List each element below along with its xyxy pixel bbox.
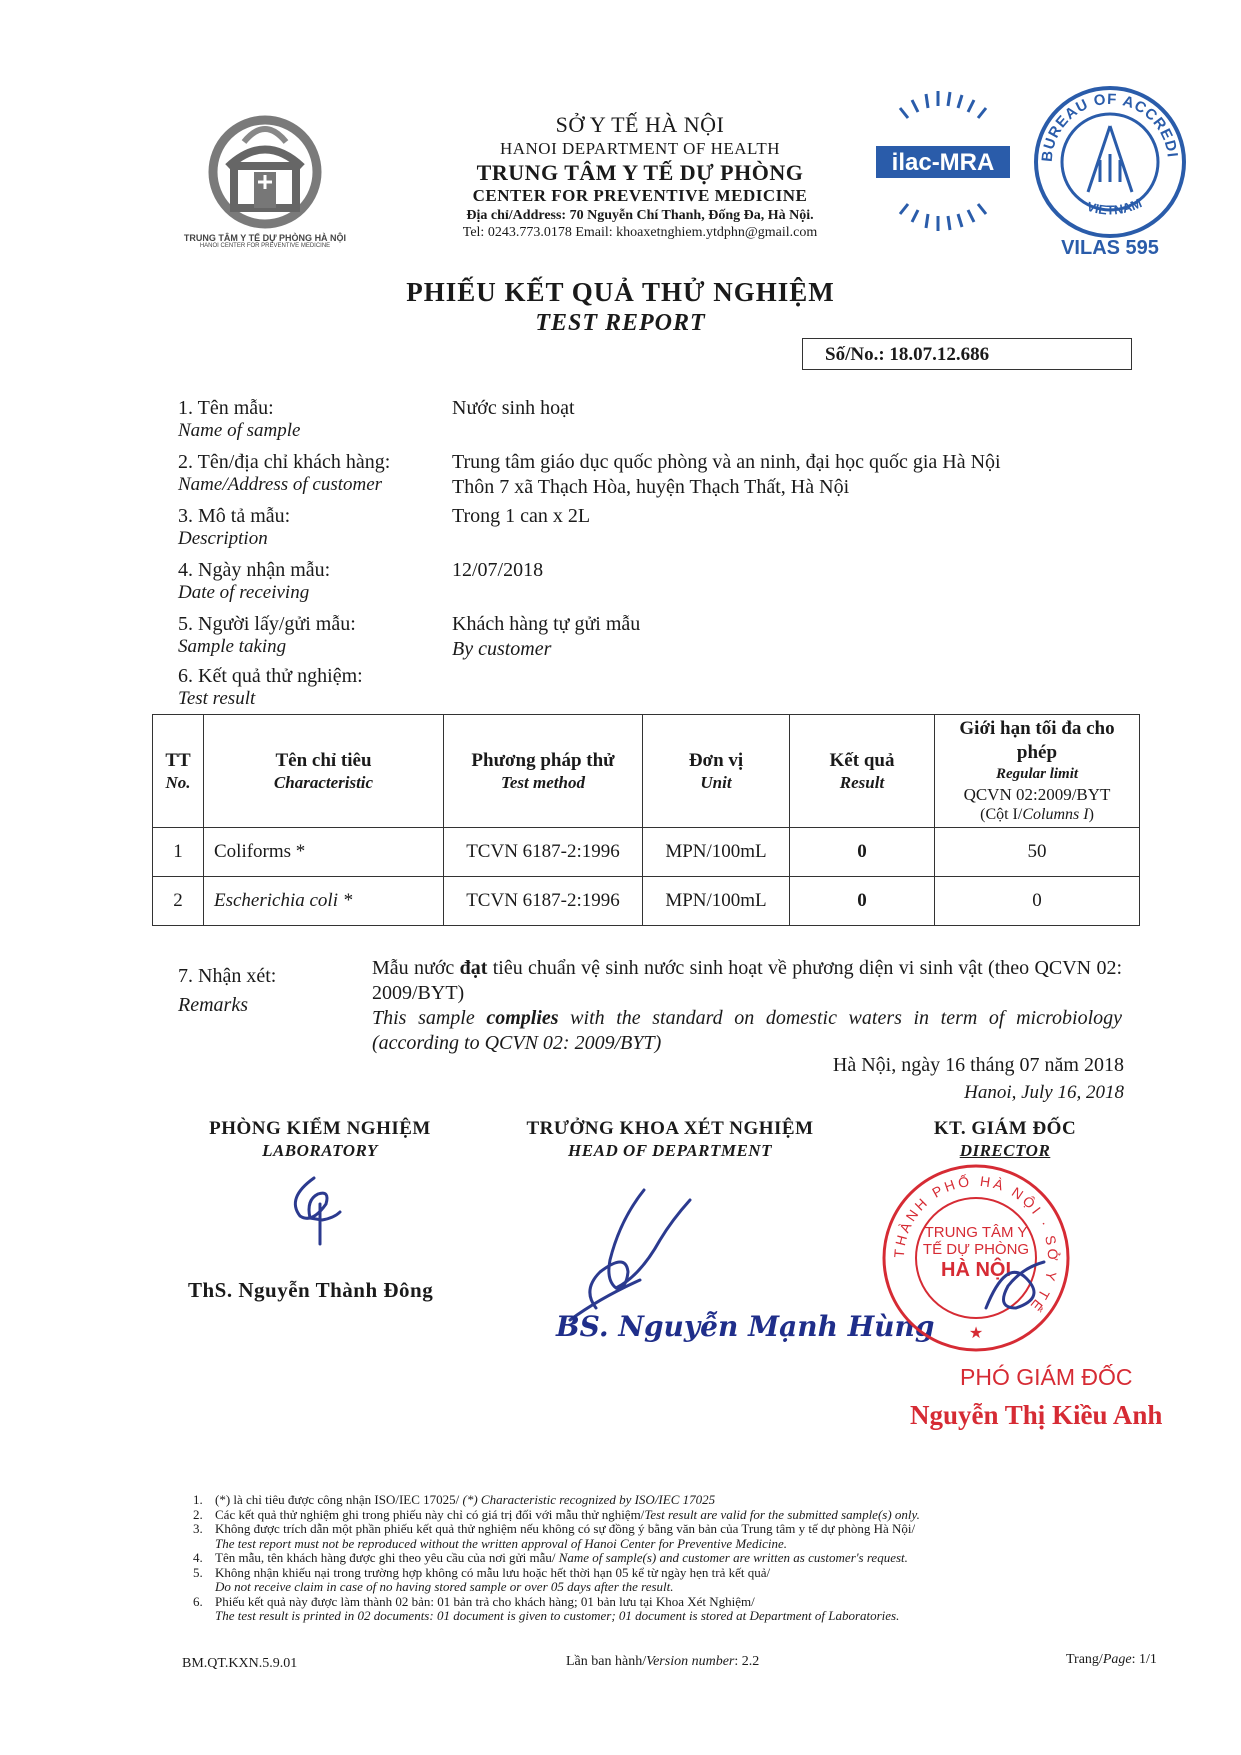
sample-name-label-vi: 1. Tên mẫu: xyxy=(178,397,274,419)
seal-text-inner: HÀ NỘI xyxy=(941,1258,1011,1281)
footnote-item xyxy=(193,1566,1133,1581)
vilas-code: VILAS 595 xyxy=(1061,237,1159,259)
footnote-en: The test result is printed in 02 documents: 01 document is given to customer; 01 document is stored at Department of Laboratories. xyxy=(215,1608,900,1624)
footnote-en: Test result are valid for the submitted sample(s) only. xyxy=(644,1506,920,1522)
received-label xyxy=(178,558,330,605)
col-method-en: Test method xyxy=(501,773,585,793)
footnote-num xyxy=(193,1537,215,1552)
row-unit: MPN/100mL xyxy=(643,877,790,926)
col-unit-vi: Đơn vị xyxy=(688,749,744,771)
test-result-label-vi: 6. Kết quả thử nghiệm: xyxy=(178,665,363,687)
remarks-label xyxy=(178,962,276,1020)
center-logo xyxy=(176,112,354,257)
footnote-en: (*) Characteristic recognized by ISO/IEC 17025 xyxy=(462,1492,716,1507)
footnote-vi: Phiếu kết quả này được làm thành 02 bản: 01 bản trả cho khách hàng; 01 bản lưu tại Khoa Xét Nghiệm/ xyxy=(215,1593,755,1609)
col-limit-vi-1: Giới hạn tối đa cho xyxy=(959,718,1115,740)
customer-address: Thôn 7 xã Thạch Hòa, huyện Thạch Thất, Hà Nội xyxy=(452,476,850,498)
row-characteristic: Escherichia coli * xyxy=(204,877,444,926)
page-value: : 1/1 xyxy=(1131,1652,1157,1667)
version-label-en: Version number xyxy=(646,1654,735,1669)
row-method: TCVN 6187-2:1996 xyxy=(444,828,643,877)
col-limit-vi-2: phép xyxy=(1016,742,1058,763)
svg-text:BUREAU OF ACCREDITATION xyxy=(1030,82,1181,162)
footnote-vi: Các kết quả thử nghiệm ghi trong phiếu này chỉ có giá trị đối với mẫu thử nghiệm/ xyxy=(215,1506,645,1522)
deputy-director-name: Nguyễn Thị Kiều Anh xyxy=(910,1400,1163,1430)
customer-label xyxy=(178,450,390,497)
table-row xyxy=(153,828,1140,877)
remarks-en xyxy=(372,1006,1122,1056)
customer-name: Trung tâm giáo dục quốc phòng và an ninh, đại học quốc gia Hà Nội xyxy=(452,451,1001,473)
lab-signature xyxy=(276,1168,356,1253)
col-result-en: Result xyxy=(839,773,885,793)
sample-taking-en: By customer xyxy=(452,638,552,660)
test-result-label xyxy=(178,664,363,711)
footnote-num xyxy=(193,1609,215,1624)
footnote-item xyxy=(193,1508,1133,1523)
head-signature-icon xyxy=(560,1180,700,1330)
sample-taking-value xyxy=(452,612,640,662)
col-char-vi: Tên chỉ tiêu xyxy=(275,749,372,771)
col-method-vi: Phương pháp thử xyxy=(471,749,615,771)
row-method: TCVN 6187-2:1996 xyxy=(444,877,643,926)
results-table xyxy=(152,714,1140,926)
head-signer-name: BS. Nguyễn Mạnh Hùng xyxy=(556,1310,935,1343)
customer-label-en: Name/Address of customer xyxy=(178,474,383,495)
header-block xyxy=(380,112,900,241)
footnotes xyxy=(193,1493,1133,1624)
footnote-item xyxy=(193,1537,1133,1552)
row-limit: 0 xyxy=(935,877,1140,926)
dept-vi: SỞ Y TẾ HÀ NỘI xyxy=(555,112,725,137)
issue-date-en: Hanoi, July 16, 2018 xyxy=(964,1082,1124,1103)
version-value: : 2.2 xyxy=(734,1654,760,1669)
row-no: 1 xyxy=(153,828,204,877)
col-no-vi: TT xyxy=(165,749,191,771)
remarks-label-en: Remarks xyxy=(178,994,248,1016)
ilac-mra-icon xyxy=(868,86,1018,236)
boa-ring-text: BUREAU OF ACCREDI xyxy=(1038,90,1181,163)
logo-caption-line1: TRUNG TÂM Y TẾ DỰ PHÒNG HÀ NỘI xyxy=(183,233,347,243)
address-line: Địa chỉ/Address: 70 Nguyễn Chí Thanh, Đống Đa, Hà Nội. xyxy=(466,208,814,224)
footnote-item xyxy=(193,1493,1133,1508)
received-date-value: 12/07/2018 xyxy=(452,559,544,581)
director-title-vi: KT. GIÁM ĐỐC xyxy=(933,1118,1077,1139)
footnote-en: Do not receive claim in case of no having stored sample or over 05 days after the result. xyxy=(215,1579,674,1595)
issue-date-vi: Hà Nội, ngày 16 tháng 07 năm 2018 xyxy=(832,1054,1124,1076)
center-vi: TRUNG TÂM Y TẾ DỰ PHÒNG xyxy=(476,159,804,185)
footnote-num: 6. xyxy=(193,1593,203,1609)
row-limit: 50 xyxy=(935,828,1140,877)
footnote-vi: Không được trích dẫn một phần phiếu kết quả thử nghiệm nếu không có sự đồng ý bằng văn bản của Trung tâm y tế dự phòng Hà Nội/ xyxy=(215,1521,916,1537)
deputy-director-title: PHÓ GIÁM ĐỐC xyxy=(960,1364,1133,1390)
sample-taking-label-vi: 5. Người lấy/gửi mẫu: xyxy=(178,613,356,635)
customer-value xyxy=(452,450,1001,500)
remarks-en-a: This sample xyxy=(372,1007,487,1029)
head-title-vi: TRƯỞNG KHOA XÉT NGHIỆM xyxy=(526,1118,814,1139)
sample-taking-label-en: Sample taking xyxy=(178,636,287,657)
director-signature-heading xyxy=(880,1118,1130,1161)
description-value: Trong 1 can x 2L xyxy=(452,505,591,527)
col-result-vi: Kết quả xyxy=(829,749,895,771)
report-title-en: TEST REPORT xyxy=(535,310,706,336)
director-title-en: DIRECTOR xyxy=(959,1140,1051,1160)
col-limit-standard: QCVN 02:2009/BYT xyxy=(963,784,1111,804)
col-unit-en: Unit xyxy=(700,773,732,793)
row-result: 0 xyxy=(790,828,935,877)
col-char-en: Characteristic xyxy=(273,773,374,793)
seal-ring-text: THÀNH PHỐ HÀ NỘI · SỞ Y TẾ xyxy=(890,1172,1062,1317)
col-limit-column-vi: (Cột I/ xyxy=(980,805,1023,823)
col-header-no xyxy=(153,715,204,828)
footnote-vi: Không nhận khiếu nại trong trường hợp không có mẫu lưu hoặc hết thời hạn 05 kể từ ngày hẹn trả kết quả/ xyxy=(215,1564,771,1580)
row-characteristic: Coliforms * xyxy=(204,828,444,877)
received-label-vi: 4. Ngày nhận mẫu: xyxy=(178,559,331,581)
svg-text:VIETNAM xyxy=(1085,195,1144,217)
remarks-vi xyxy=(372,956,1122,1006)
col-limit-en: Regular limit xyxy=(995,765,1079,782)
footnote-num: 4. xyxy=(193,1550,203,1566)
col-limit-column xyxy=(935,805,1139,825)
col-no-en: No. xyxy=(165,773,191,793)
footnote-num: 1. xyxy=(193,1492,203,1507)
sample-name-label-en: Name of sample xyxy=(178,420,301,441)
footnote-num: 5. xyxy=(193,1564,203,1580)
dept-en: HANOI DEPARTMENT OF HEALTH xyxy=(499,138,781,158)
col-header-characteristic xyxy=(204,715,444,828)
sample-name-label xyxy=(178,396,300,443)
contact-line: Tel: 0243.773.0178 Email: khoaxetnghiem.ytdphn@gmail.com xyxy=(462,225,818,241)
col-limit-column-close: ) xyxy=(1088,805,1094,823)
logo-caption-line2: HANOI CENTER FOR PREVENTIVE MEDICINE xyxy=(199,243,331,250)
footnote-en: The test report must not be reproduced without the written approval of Hanoi Center for Preventive Medicine. xyxy=(215,1535,788,1551)
description-label-vi: 3. Mô tả mẫu: xyxy=(178,505,291,527)
table-header-row xyxy=(153,715,1140,828)
col-limit-column-en: Columns I xyxy=(1022,805,1089,823)
lab-signature-heading xyxy=(180,1118,460,1161)
logo-caption xyxy=(176,234,354,250)
remarks-vi-b: đạt xyxy=(459,957,488,979)
svg-text:★: ★ xyxy=(968,1325,984,1342)
page-label-vi: Trang/ xyxy=(1066,1652,1103,1667)
footnote-item xyxy=(193,1595,1133,1610)
sample-taking-vi: Khách hàng tự gửi mẫu xyxy=(452,613,641,635)
version-number xyxy=(566,1654,759,1670)
ilac-mra-logo xyxy=(868,86,1018,236)
test-result-label-en: Test result xyxy=(178,688,256,709)
remarks-label-vi: 7. Nhận xét: xyxy=(178,965,277,987)
center-en: CENTER FOR PREVENTIVE MEDICINE xyxy=(472,186,808,206)
head-signature-heading xyxy=(520,1118,820,1161)
boa-country-text: VIETNAM xyxy=(1085,195,1144,218)
remarks-en-b: complies xyxy=(486,1007,559,1029)
report-number-label: Số/No.: xyxy=(825,344,885,365)
sample-name-value: Nước sinh hoạt xyxy=(452,397,575,419)
footnote-item xyxy=(193,1609,1133,1624)
version-label-vi: Lần ban hành/ xyxy=(566,1654,647,1669)
official-seal xyxy=(876,1158,1076,1363)
footnote-num: 3. xyxy=(193,1521,203,1537)
page-number xyxy=(1066,1652,1157,1668)
lab-signature-icon xyxy=(276,1168,356,1248)
remarks-vi-c: tiêu chuẩn vệ sinh nước sinh hoạt về phương diện vi sinh vật (theo QCVN 02: 2009/BYT) xyxy=(372,957,1123,1004)
red-seal-icon xyxy=(876,1158,1076,1358)
customer-label-vi: 2. Tên/địa chỉ khách hàng: xyxy=(178,451,391,473)
remarks-text xyxy=(372,956,1122,1056)
report-title-vi: PHIẾU KẾT QUẢ THỬ NGHIỆM xyxy=(406,277,835,307)
col-header-method xyxy=(444,715,643,828)
lab-signer-name: ThS. Nguyễn Thành Đông xyxy=(188,1278,434,1302)
form-code: BM.QT.KXN.5.9.01 xyxy=(182,1656,298,1671)
description-label xyxy=(178,504,290,551)
boa-seal-icon xyxy=(1030,82,1190,260)
ilac-text: ilac-MRA xyxy=(891,149,995,176)
received-label-en: Date of receiving xyxy=(178,582,310,603)
report-number-box xyxy=(802,338,1132,370)
table-row xyxy=(153,877,1140,926)
col-header-result xyxy=(790,715,935,828)
lab-title-en: LABORATORY xyxy=(262,1140,378,1160)
footnote-num: 2. xyxy=(193,1506,203,1522)
footnote-en: Name of sample(s) and customer are written as customer's request. xyxy=(558,1550,908,1566)
seal-text-outer: TRUNG TÂM Y TẾ DỰ PHÒNG xyxy=(922,1224,1030,1259)
footnote-vi: Tên mẫu, tên khách hàng được ghi theo yêu cầu của nơi gửi mẫu/ xyxy=(215,1550,559,1566)
boa-vilas-logo xyxy=(1030,82,1190,260)
row-unit: MPN/100mL xyxy=(643,828,790,877)
footnote-num xyxy=(193,1580,215,1595)
footnote-item xyxy=(193,1522,1133,1537)
page-label-en: Page xyxy=(1102,1652,1132,1667)
sample-taking-label xyxy=(178,612,356,659)
row-result: 0 xyxy=(790,877,935,926)
report-number-value: 18.07.12.686 xyxy=(889,344,990,365)
remarks-en-c: with the standard on domestic waters in term of microbiology (according to QCVN 02: 2009/BYT) xyxy=(372,1007,1122,1054)
footnote-vi: (*) là chỉ tiêu được công nhận ISO/IEC 17025/ xyxy=(215,1492,463,1507)
footnote-item xyxy=(193,1551,1133,1566)
col-header-limit xyxy=(935,715,1140,828)
lab-title-vi: PHÒNG KIỂM NGHIỆM xyxy=(209,1118,431,1139)
remarks-vi-a: Mẫu nước xyxy=(372,957,460,979)
col-header-unit xyxy=(643,715,790,828)
footnote-item xyxy=(193,1580,1133,1595)
head-title-en: HEAD OF DEPARTMENT xyxy=(568,1140,772,1160)
description-label-en: Description xyxy=(178,528,268,549)
row-no: 2 xyxy=(153,877,204,926)
